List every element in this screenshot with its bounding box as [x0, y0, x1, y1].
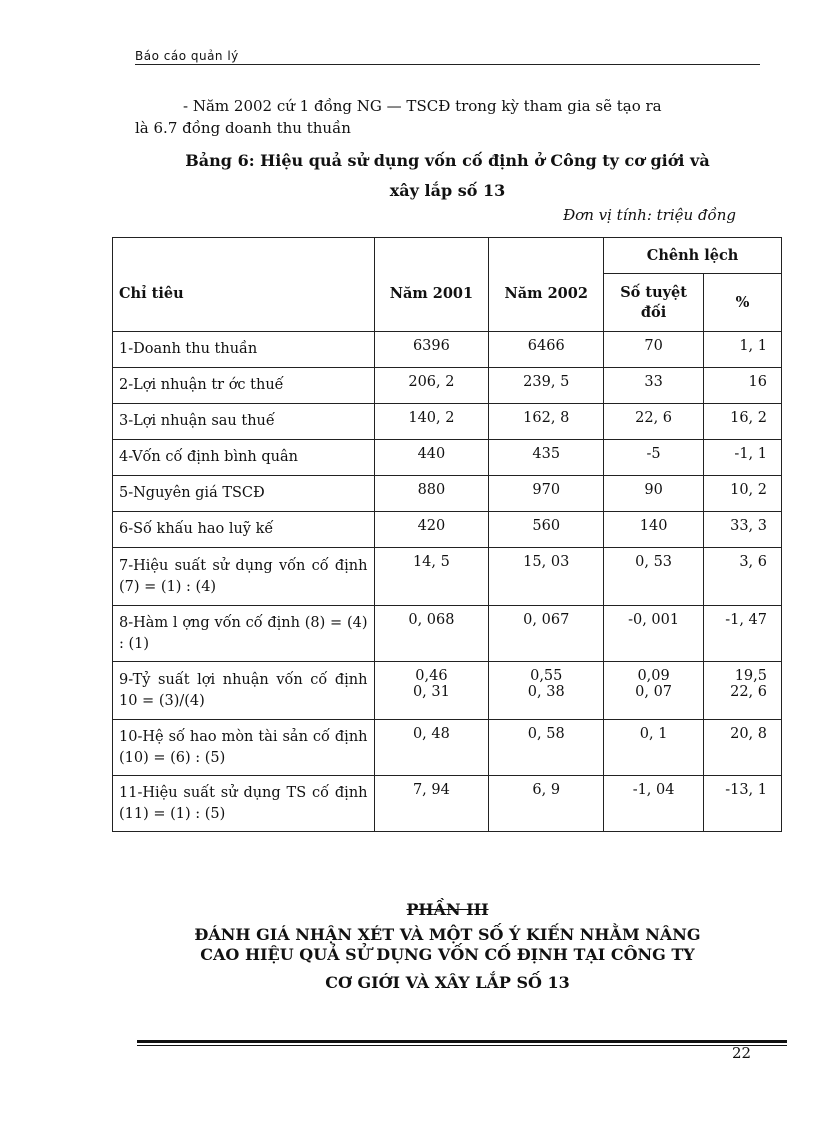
- row-label: 2-Lợi nhuận tr ớc thuế: [113, 368, 375, 404]
- value-2001: 880: [374, 476, 489, 512]
- value-2001: 7, 94: [374, 776, 489, 832]
- row-label: 5-Nguyên giá TSCĐ: [113, 476, 375, 512]
- page-number: 22: [732, 1044, 752, 1062]
- value-absolute: 33: [604, 368, 704, 404]
- value-2002: 0, 58: [489, 720, 604, 776]
- value-absolute: 0, 1: [604, 720, 704, 776]
- value-percent: 10, 2: [704, 476, 782, 512]
- value-2001: 140, 2: [374, 404, 489, 440]
- section-heading: [135, 900, 760, 992]
- value-percent: 33, 3: [704, 512, 782, 548]
- value-absolute: -0, 001: [604, 606, 704, 662]
- value-2001: 6396: [374, 332, 489, 368]
- value-2002: 0, 067: [489, 606, 604, 662]
- value-absolute: 90: [604, 476, 704, 512]
- value-absolute: -1, 04: [604, 776, 704, 832]
- value-absolute: 70: [604, 332, 704, 368]
- header-difference: Chênh lệch: [604, 238, 782, 274]
- table-row: [113, 440, 782, 476]
- row-label: 4-Vốn cố định bình quân: [113, 440, 375, 476]
- header-absolute: Số tuyệt đối: [604, 274, 704, 332]
- unit-note: Đơn vị tính: triệu đồng: [563, 206, 736, 224]
- efficiency-table: [112, 237, 782, 832]
- value-2002: 239, 5: [489, 368, 604, 404]
- part-label: PHẦN III: [406, 900, 489, 919]
- value-percent: 3, 6: [704, 548, 782, 606]
- value-2002: 6466: [489, 332, 604, 368]
- value-absolute: 140: [604, 512, 704, 548]
- table-row: [113, 512, 782, 548]
- value-2001: 14, 5: [374, 548, 489, 606]
- table-row: [113, 776, 782, 832]
- section-title-line-3: CƠ GIỚI VÀ XÂY LẮP SỐ 13: [325, 973, 570, 992]
- row-label: 3-Lợi nhuận sau thuế: [113, 404, 375, 440]
- header-2001: Năm 2001: [374, 238, 489, 332]
- value-2001: 440: [374, 440, 489, 476]
- value-2002: 560: [489, 512, 604, 548]
- table-row: [113, 368, 782, 404]
- value-percent: -1, 47: [704, 606, 782, 662]
- row-label: 11-Hiệu suất sử dụng TS cố định (11) = (1) : (5): [113, 776, 375, 832]
- footer-rule-thick: [137, 1040, 787, 1043]
- value-absolute: -5: [604, 440, 704, 476]
- value-percent: 19,5 22, 6: [704, 662, 782, 720]
- table-title-line-2: xây lắp số 13: [389, 181, 506, 200]
- value-2001: 0, 068: [374, 606, 489, 662]
- row-label: 10-Hệ số hao mòn tài sản cố định (10) = (6) : (5): [113, 720, 375, 776]
- table-title-line-1: Bảng 6: Hiệu quả sử dụng vốn cố định ở Công ty cơ giới và: [185, 151, 710, 170]
- value-percent: 16, 2: [704, 404, 782, 440]
- paragraph-line-1: - Năm 2002 cứ 1 đồng NG — TSCĐ trong kỳ tham gia sẽ tạo ra: [183, 97, 662, 115]
- running-header: Báo cáo quản lý: [135, 49, 760, 65]
- row-label: 6-Số khấu hao luỹ kế: [113, 512, 375, 548]
- footer-rule-thin: [137, 1045, 787, 1046]
- value-2001: 0,46 0, 31: [374, 662, 489, 720]
- value-2002: 0,55 0, 38: [489, 662, 604, 720]
- section-title-line-1: ĐÁNH GIÁ NHẬN XÉT VÀ MỘT SỐ Ý KIẾN NHẰM NÂNG: [194, 925, 701, 944]
- value-2002: 970: [489, 476, 604, 512]
- row-label: 1-Doanh thu thuần: [113, 332, 375, 368]
- table-title: [135, 146, 760, 206]
- value-percent: -1, 1: [704, 440, 782, 476]
- table-row: [113, 720, 782, 776]
- header-2002: Năm 2002: [489, 238, 604, 332]
- value-2001: 206, 2: [374, 368, 489, 404]
- value-absolute: 0,09 0, 07: [604, 662, 704, 720]
- table-row: [113, 662, 782, 720]
- value-percent: 1, 1: [704, 332, 782, 368]
- value-percent: 16: [704, 368, 782, 404]
- intro-paragraph: [135, 95, 760, 139]
- table-row: [113, 548, 782, 606]
- value-2001: 0, 48: [374, 720, 489, 776]
- table-row: [113, 476, 782, 512]
- value-percent: -13, 1: [704, 776, 782, 832]
- paragraph-line-2: là 6.7 đồng doanh thu thuần: [135, 119, 351, 137]
- value-2002: 15, 03: [489, 548, 604, 606]
- section-title-line-2: CAO HIỆU QUẢ SỬ DỤNG VỐN CỐ ĐỊNH TẠI CÔNG TY: [200, 945, 695, 964]
- header-percent: %: [704, 274, 782, 332]
- table-row: [113, 404, 782, 440]
- row-label: 7-Hiệu suất sử dụng vốn cố định (7) = (1) : (4): [113, 548, 375, 606]
- value-absolute: 0, 53: [604, 548, 704, 606]
- value-2002: 6, 9: [489, 776, 604, 832]
- header-indicator: Chỉ tiêu: [113, 238, 375, 332]
- table-row: [113, 606, 782, 662]
- table-row: [113, 332, 782, 368]
- value-2001: 420: [374, 512, 489, 548]
- value-percent: 20, 8: [704, 720, 782, 776]
- value-2002: 162, 8: [489, 404, 604, 440]
- value-2002: 435: [489, 440, 604, 476]
- row-label: 8-Hàm l ợng vốn cố định (8) = (4) : (1): [113, 606, 375, 662]
- row-label: 9-Tỷ suất lợi nhuận vốn cố định 10 = (3)/(4): [113, 662, 375, 720]
- value-absolute: 22, 6: [604, 404, 704, 440]
